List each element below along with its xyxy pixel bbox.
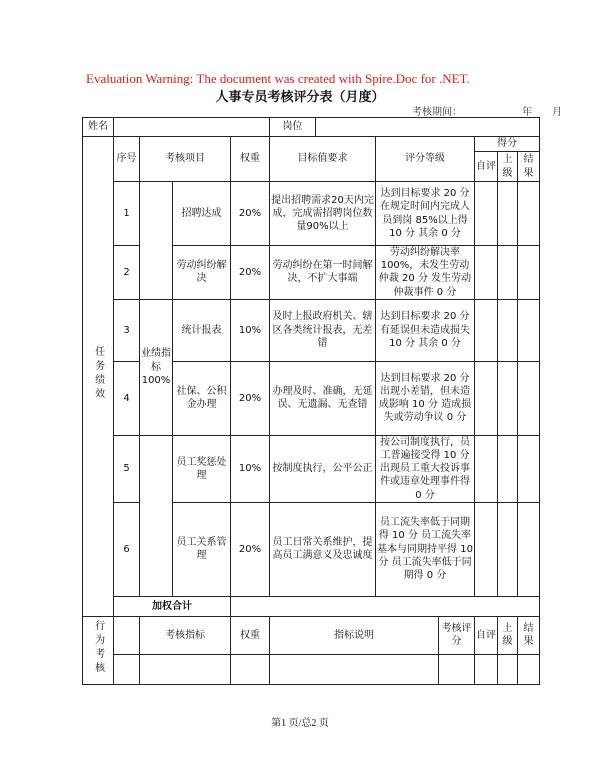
table-row — [83, 435, 540, 502]
evaluation-warning: Evaluation Warning: The document was created with Spire.Doc for .NET. — [86, 71, 470, 86]
row-target: 员工日常关系维护，提高员工满意义及忠诚度 — [270, 502, 376, 596]
row-grading: 达到目标要求 20 分 在规定时间内完成人员到岗 85%以上得 10 分 其余 0 分 — [376, 182, 475, 246]
row-seq: 2 — [114, 246, 140, 300]
row-superior-score — [498, 182, 518, 246]
row-target: 及时上报政府机关、辖区各类统计报表，无差错 — [270, 299, 376, 361]
target-header: 目标值要求 — [270, 137, 376, 182]
row-seq: 4 — [114, 361, 140, 435]
superior-score-header: 上级 — [498, 152, 518, 182]
row-target: 提出招聘需求20天内完成，完成需招聘岗位数量90%以上 — [270, 182, 376, 246]
row-result — [518, 299, 540, 361]
row-self-score — [475, 361, 498, 435]
behavior-weight-header: 权重 — [231, 616, 270, 654]
row-result — [518, 361, 540, 435]
score-header: 得分 — [475, 137, 540, 152]
behavior-result-header: 结果 — [518, 616, 540, 654]
category-blank — [140, 182, 173, 300]
row-grading: 达到目标要求 20 分 出现小差错，但未造成影响 10 分 造成损失或劳动争议 0 分 — [376, 361, 475, 435]
row-weight: 10% — [231, 435, 270, 502]
assessment-period — [412, 103, 562, 118]
weighted-total-label: 加权合计 — [114, 596, 231, 616]
row-self-score — [475, 246, 498, 300]
behavior-cell — [140, 654, 231, 684]
name-label: 姓名 — [83, 118, 114, 137]
row-weight: 20% — [231, 246, 270, 300]
row-seq: 5 — [114, 435, 140, 502]
behavior-cell — [270, 654, 439, 684]
row-weight: 20% — [231, 502, 270, 596]
row-item: 社保、公积金办理 — [173, 361, 231, 435]
row-weight: 20% — [231, 361, 270, 435]
weighted-total-value — [231, 596, 540, 616]
behavior-section — [83, 616, 114, 684]
weight-header: 权重 — [231, 137, 270, 182]
page-title: 人事专员考核评分表（月度） — [215, 90, 385, 105]
row-result — [518, 182, 540, 246]
behavior-cell — [231, 654, 270, 684]
table-row — [83, 182, 540, 246]
period-month: 月 — [552, 107, 562, 118]
row-item: 员工奖惩处理 — [173, 435, 231, 502]
category-cell: 业绩指标100% — [140, 299, 173, 435]
seq-header: 序号 — [114, 137, 140, 182]
row-self-score — [475, 435, 498, 502]
assessment-table — [82, 117, 540, 685]
row-self-score — [475, 502, 498, 596]
page-footer: 第1 页/总2 页 — [271, 718, 329, 729]
behavior-description-header: 指标说明 — [270, 616, 439, 654]
row-weight: 10% — [231, 299, 270, 361]
period-year: 年 — [522, 107, 532, 118]
row-seq: 3 — [114, 299, 140, 361]
name-value — [114, 118, 270, 137]
grading-header: 评分等级 — [376, 137, 475, 182]
row-grading: 按公司制度执行，员工普遍接受得 10 分 出现员工重大投诉事件或违章处理事件得 0 分 — [376, 435, 475, 502]
category-blank — [140, 435, 173, 596]
row-weight: 20% — [231, 182, 270, 246]
row-result — [518, 435, 540, 502]
self-score-header: 自评 — [475, 152, 498, 182]
position-value — [316, 118, 540, 137]
behavior-section-label: 行为考核 — [92, 620, 104, 677]
row-result — [518, 246, 540, 300]
behavior-evaluation-header: 考核评分 — [439, 616, 475, 654]
row-superior-score — [498, 435, 518, 502]
row-target: 按制度执行，公平公正 — [270, 435, 376, 502]
row-seq: 6 — [114, 502, 140, 596]
behavior-superior-header: 上级 — [498, 616, 518, 654]
result-header: 结果 — [518, 152, 540, 182]
task-performance-label: 任务绩效 — [92, 346, 104, 403]
row-seq: 1 — [114, 182, 140, 246]
row-result — [518, 502, 540, 596]
period-label: 考核期间： — [412, 107, 462, 118]
behavior-blank — [114, 616, 140, 654]
row-target: 劳动纠纷在第一时间解决，不扩大事端 — [270, 246, 376, 300]
behavior-cell — [518, 654, 540, 684]
row-superior-score — [498, 246, 518, 300]
behavior-cell — [498, 654, 518, 684]
row-grading: 员工流失率低于同期得 10 分 员工流失率基本与同期持平得 10 分 员工流失率低于同期得 0 分 — [376, 502, 475, 596]
row-grading: 劳动纠纷解决率 100%，未发生劳动仲裁 20 分 发生劳动仲裁事件 0 分 — [376, 246, 475, 300]
row-item: 劳动纠纷解决 — [173, 246, 231, 300]
behavior-self-header: 自评 — [475, 616, 498, 654]
row-item: 招聘达成 — [173, 182, 231, 246]
row-superior-score — [498, 361, 518, 435]
position-label: 岗位 — [270, 118, 316, 137]
row-item: 统计报表 — [173, 299, 231, 361]
row-self-score — [475, 299, 498, 361]
row-superior-score — [498, 502, 518, 596]
row-self-score — [475, 182, 498, 246]
behavior-indicator-header: 考核指标 — [140, 616, 231, 654]
table-row — [83, 299, 540, 361]
row-superior-score — [498, 299, 518, 361]
item-header: 考核项目 — [140, 137, 231, 182]
row-item: 员工关系管理 — [173, 502, 231, 596]
task-performance-section — [83, 137, 114, 617]
row-grading: 达到目标要求 20 分 有延误但未造成损失 10 分 其余 0 分 — [376, 299, 475, 361]
row-target: 办理及时、准确，无延误、无遗漏、无查错 — [270, 361, 376, 435]
behavior-cell — [114, 654, 140, 684]
behavior-cell — [439, 654, 475, 684]
behavior-cell — [475, 654, 498, 684]
